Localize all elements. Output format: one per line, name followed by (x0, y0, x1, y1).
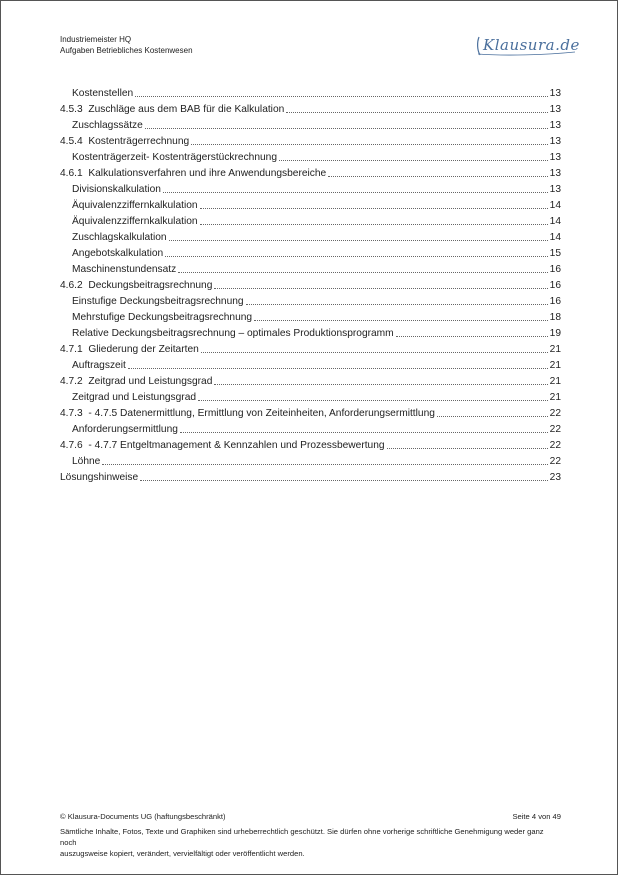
toc-entry-title (72, 88, 133, 99)
toc-entry-text: Zuschläge aus dem BAB für die Kalkulation (88, 104, 285, 115)
toc-entry-page: 14 (549, 216, 561, 227)
toc-entry-number: 4.7.3 (60, 408, 83, 419)
toc-entry-title (60, 440, 385, 451)
toc-entry-page: 13 (549, 168, 561, 179)
toc-entry[interactable] (60, 451, 561, 467)
toc-entry-page: 16 (549, 264, 561, 275)
toc-entry-text: Zeitgrad und Leistungsgrad (88, 376, 213, 387)
page-footer (60, 812, 561, 859)
toc-entry-page: 14 (549, 200, 561, 211)
header-line-2: Aufgaben Betriebliches Kostenwesen (60, 46, 193, 55)
footer-note-line-1: Sämtliche Inhalte, Fotos, Texte und Graphiken sind urheberrechtlich geschützt. Sie dürfen ohne vorherige schriftliche Genehmigung weder ganz noch (60, 827, 544, 847)
toc-leader-dots (328, 168, 547, 177)
toc-leader-dots (396, 328, 548, 337)
toc-entry-page: 22 (549, 456, 561, 467)
toc-entry-page: 13 (549, 88, 561, 99)
toc-entry-text: Äquivalenzziffernkalkulation (72, 216, 198, 227)
toc-entry-page: 22 (549, 440, 561, 451)
toc-entry-title (60, 104, 284, 115)
toc-entry-page: 16 (549, 296, 561, 307)
toc-entry-page: 14 (549, 232, 561, 243)
toc-entry[interactable] (60, 291, 561, 307)
toc-entry-title (60, 472, 138, 483)
toc-entry[interactable] (60, 163, 561, 179)
toc-entry-title (72, 184, 161, 195)
toc-entry-title (72, 232, 167, 243)
toc-leader-dots (200, 200, 548, 209)
toc-entry[interactable] (60, 307, 561, 323)
toc-entry[interactable] (60, 275, 561, 291)
toc-leader-dots (165, 248, 547, 257)
toc-entry-title (72, 360, 126, 371)
toc-entry-number: 4.6.1 (60, 168, 83, 179)
footer-legal-note (60, 826, 561, 859)
toc-entry-number: 4.7.2 (60, 376, 83, 387)
toc-entry-text: Kostenträgerrechnung (88, 136, 190, 147)
toc-entry[interactable] (60, 99, 561, 115)
toc-entry-title (72, 328, 394, 339)
toc-entry-title (60, 408, 435, 419)
toc-entry[interactable] (60, 355, 561, 371)
toc-entry-text: Relative Deckungsbeitragsrechnung – optimales Produktionsprogramm (72, 328, 394, 339)
toc-entry-text: Zuschlagskalkulation (72, 232, 167, 243)
toc-entry-page: 23 (549, 472, 561, 483)
logo-text: Klausura.de (483, 36, 580, 54)
toc-entry[interactable] (60, 467, 561, 483)
toc-entry-number: 4.7.6 (60, 440, 83, 451)
toc-entry-title (60, 136, 189, 147)
toc-entry-page: 13 (549, 184, 561, 195)
table-of-contents (60, 83, 561, 483)
toc-leader-dots (437, 408, 548, 417)
toc-entry-text: Äquivalenzziffernkalkulation (72, 200, 198, 211)
toc-entry-text: Kostenstellen (72, 88, 134, 99)
toc-entry-number: 4.5.3 (60, 104, 83, 115)
toc-entry-text: Zuschlagssätze (72, 120, 143, 131)
toc-entry[interactable] (60, 195, 561, 211)
toc-entry-number: 4.5.4 (60, 136, 83, 147)
toc-entry[interactable] (60, 371, 561, 387)
toc-entry-page: 13 (549, 136, 561, 147)
toc-entry-title (72, 216, 198, 227)
toc-entry-text: Angebotskalkulation (72, 248, 164, 259)
toc-leader-dots (246, 296, 548, 305)
toc-entry-page: 21 (549, 344, 561, 355)
toc-leader-dots (145, 120, 548, 129)
toc-entry-text: Deckungsbeitragsrechnung (88, 280, 213, 291)
toc-entry-text: Gliederung der Zeitarten (88, 344, 199, 355)
toc-leader-dots (387, 440, 548, 449)
header-line-1: Industriemeister HQ (60, 35, 132, 44)
toc-entry-text: Löhne (72, 456, 101, 467)
toc-entry-page: 21 (549, 360, 561, 371)
toc-entry-text: Maschinenstundensatz (72, 264, 177, 275)
toc-entry-title (60, 376, 212, 387)
toc-entry[interactable] (60, 131, 561, 147)
toc-entry[interactable] (60, 259, 561, 275)
toc-entry-text: Kostenträgerzeit- Kostenträgerstückrechnung (72, 152, 277, 163)
toc-entry[interactable] (60, 419, 561, 435)
toc-entry-text: Kalkulationsverfahren und ihre Anwendungsbereiche (88, 168, 327, 179)
toc-entry-title (60, 280, 212, 291)
footer-page-number: Seite 4 von 49 (512, 812, 561, 821)
toc-entry-title (72, 312, 252, 323)
toc-entry-text: Anforderungsermittlung (72, 424, 178, 435)
toc-entry-title (72, 264, 176, 275)
toc-leader-dots (140, 472, 547, 481)
toc-entry-title (72, 120, 143, 131)
toc-leader-dots (200, 216, 548, 225)
toc-entry[interactable] (60, 115, 561, 131)
toc-entry-text: - 4.7.7 Entgeltmanagement & Kennzahlen und Prozessbewertung (88, 440, 385, 451)
toc-leader-dots (169, 232, 548, 241)
toc-entry-title (60, 344, 199, 355)
toc-leader-dots (279, 152, 548, 161)
toc-entry-page: 13 (549, 152, 561, 163)
toc-entry[interactable] (60, 403, 561, 419)
toc-entry[interactable] (60, 387, 561, 403)
toc-entry-title (72, 248, 163, 259)
toc-entry-page: 21 (549, 376, 561, 387)
toc-leader-dots (214, 280, 547, 289)
toc-entry-page: 21 (549, 392, 561, 403)
toc-entry-page: 18 (549, 312, 561, 323)
toc-entry-title (72, 200, 198, 211)
toc-entry-page: 13 (549, 104, 561, 115)
toc-entry-text: Mehrstufige Deckungsbeitragsrechnung (72, 312, 253, 323)
toc-leader-dots (198, 392, 548, 401)
toc-entry[interactable] (60, 243, 561, 259)
toc-entry[interactable] (60, 435, 561, 451)
toc-entry-number: 4.6.2 (60, 280, 83, 291)
toc-entry-text: Lösungshinweise (60, 472, 139, 483)
toc-leader-dots (201, 344, 548, 353)
toc-entry-page: 13 (549, 120, 561, 131)
toc-leader-dots (135, 88, 547, 97)
toc-entry-text: Divisionskalkulation (72, 184, 161, 195)
toc-entry-page: 15 (549, 248, 561, 259)
page-header (60, 34, 193, 56)
toc-entry-title (72, 152, 277, 163)
footer-copyright: © Klausura-Documents UG (haftungsbeschränkt) (60, 812, 226, 821)
toc-entry-text: Auftragszeit (72, 360, 126, 371)
toc-entry-page: 22 (549, 424, 561, 435)
toc-leader-dots (214, 376, 547, 385)
toc-entry-title (72, 296, 244, 307)
footer-note-line-2: auszugsweise kopiert, verändert, vervielfältigt oder veröffentlicht werden. (60, 849, 305, 858)
toc-entry-number: 4.7.1 (60, 344, 83, 355)
toc-entry-page: 22 (549, 408, 561, 419)
toc-entry[interactable] (60, 323, 561, 339)
toc-leader-dots (286, 104, 547, 113)
toc-entry[interactable] (60, 179, 561, 195)
toc-entry-text: - 4.7.5 Datenermittlung, Ermittlung von Zeiteinheiten, Anforderungsermittlung (88, 408, 435, 419)
toc-leader-dots (102, 456, 547, 465)
toc-entry-title (60, 168, 326, 179)
toc-entry-page: 19 (549, 328, 561, 339)
toc-leader-dots (128, 360, 548, 369)
toc-leader-dots (180, 424, 548, 433)
toc-leader-dots (254, 312, 548, 321)
toc-entry[interactable] (60, 147, 561, 163)
toc-entry-page: 16 (549, 280, 561, 291)
toc-entry-title (72, 456, 100, 467)
toc-entry[interactable] (60, 211, 561, 227)
toc-entry-title (72, 392, 196, 403)
toc-entry-title (72, 424, 178, 435)
toc-leader-dots (163, 184, 548, 193)
toc-leader-dots (178, 264, 547, 273)
toc-entry-text: Einstufige Deckungsbeitragsrechnung (72, 296, 244, 307)
toc-entry[interactable] (60, 339, 561, 355)
klausura-logo (475, 34, 579, 58)
toc-entry-text: Zeitgrad und Leistungsgrad (72, 392, 197, 403)
toc-leader-dots (191, 136, 548, 145)
toc-entry[interactable] (60, 83, 561, 99)
toc-entry[interactable] (60, 227, 561, 243)
